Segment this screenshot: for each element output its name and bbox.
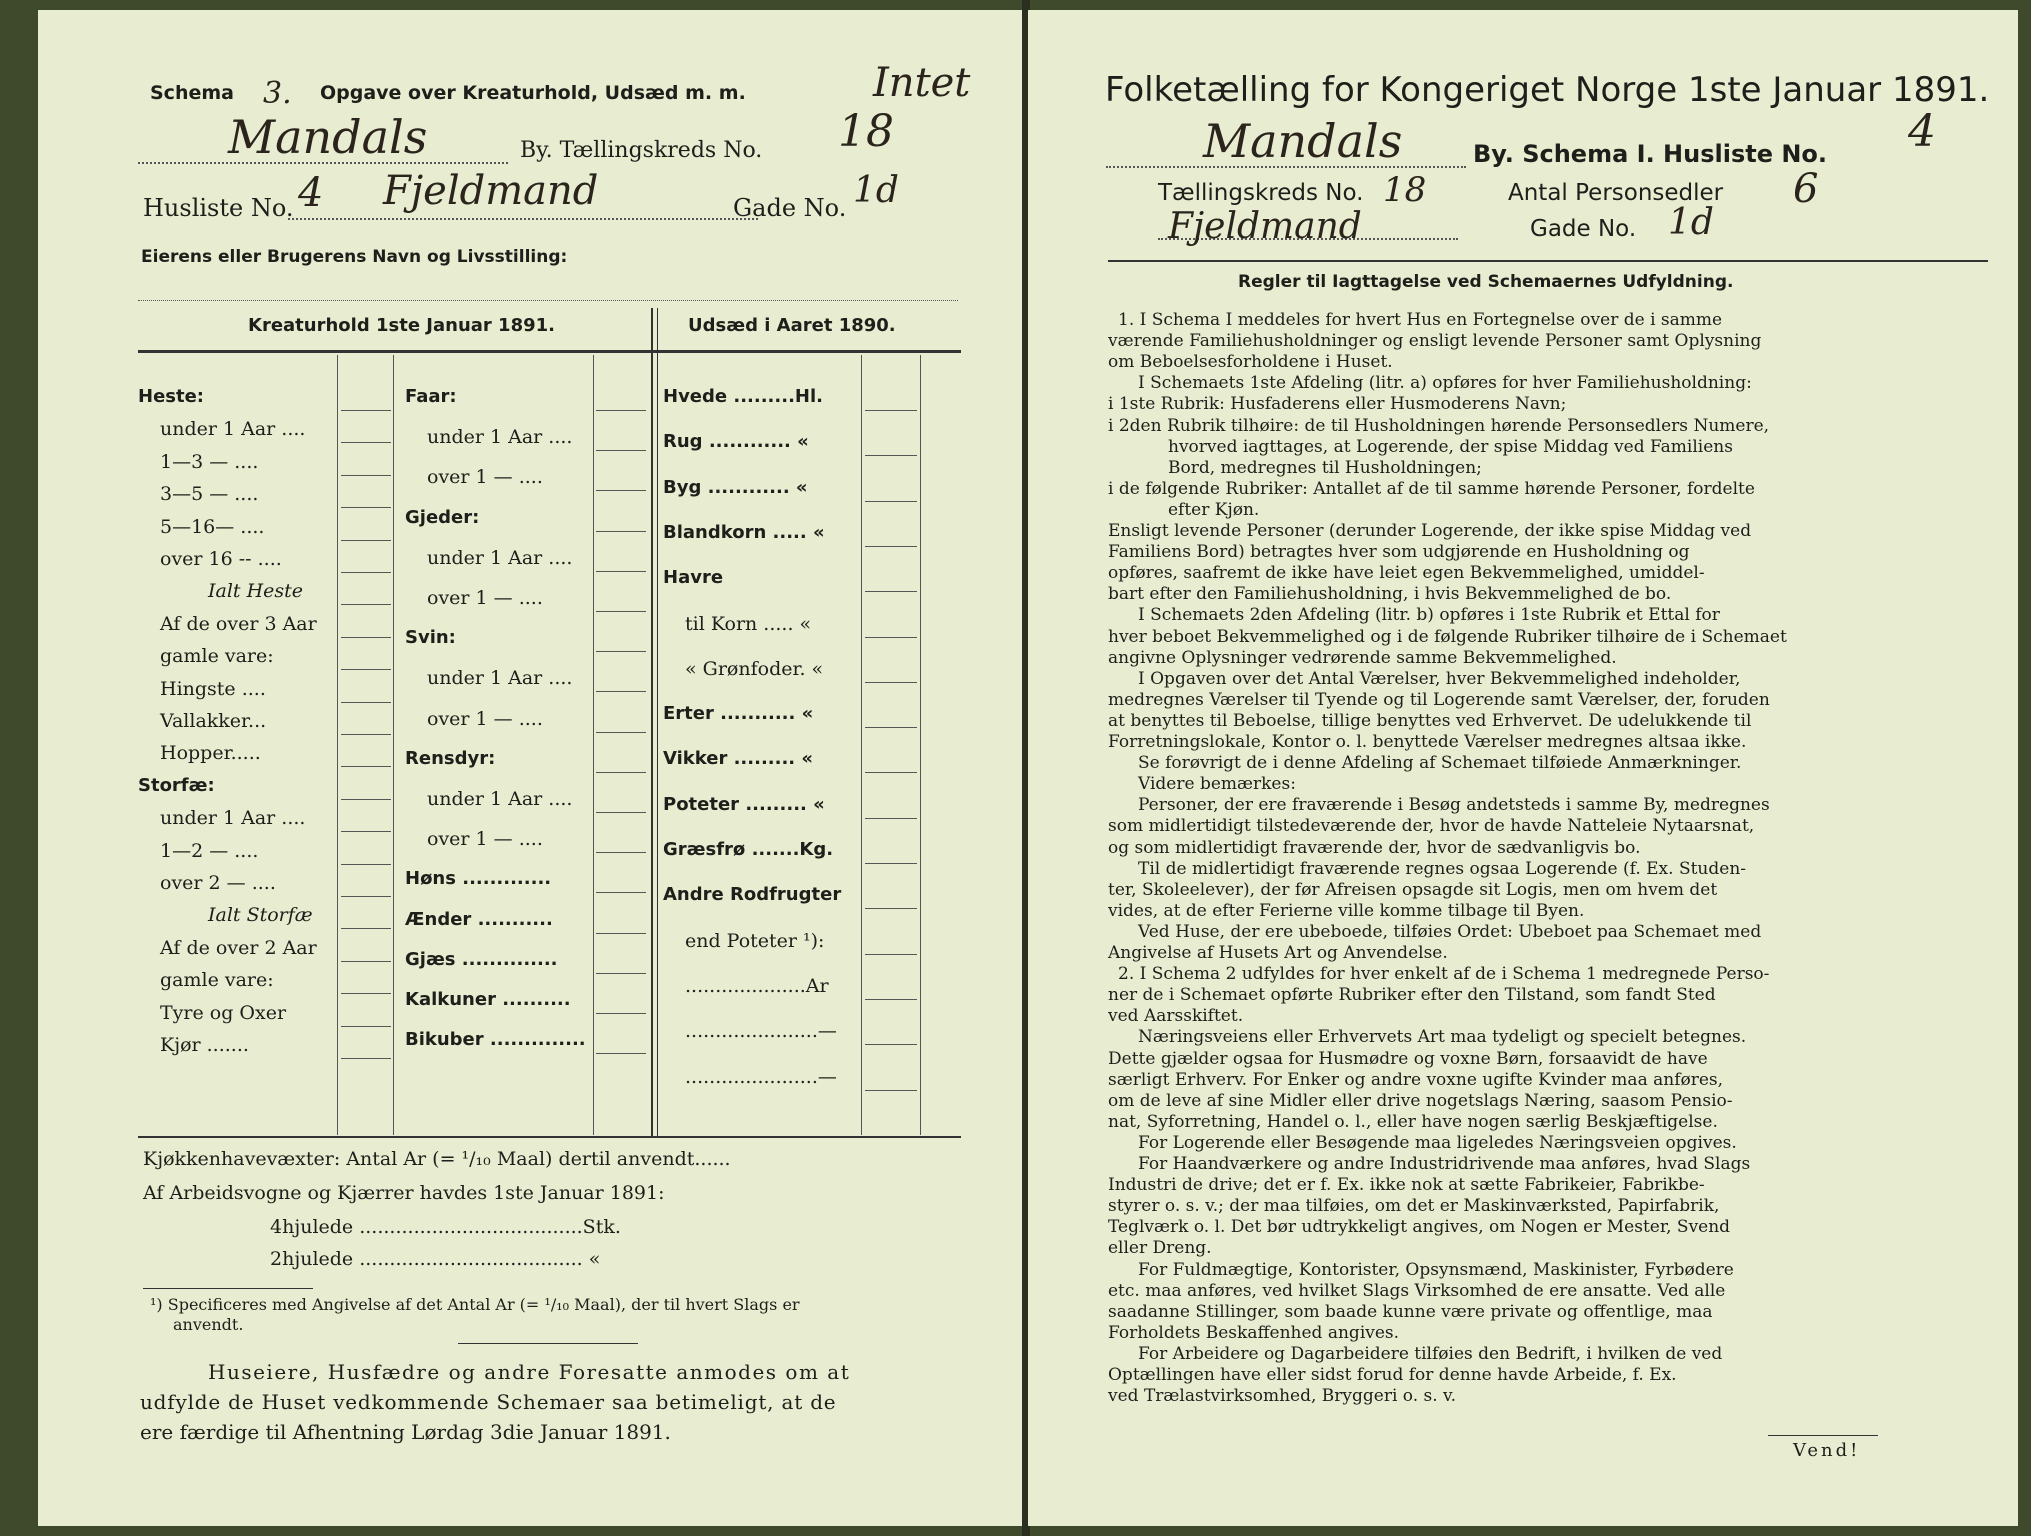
- four-wheel-line: 4hjulede .....................................Stk.: [270, 1216, 621, 1238]
- schema-number: 3.: [263, 76, 292, 111]
- by-schema-label: By. Schema I. Husliste No.: [1473, 140, 1828, 168]
- gade-handwritten: 1d: [853, 170, 899, 211]
- seed-value-line: [865, 455, 917, 456]
- city-handwritten: Mandals: [228, 110, 428, 164]
- small-livestock-item: over 1 — ....: [427, 587, 543, 609]
- rule-line: hver beboet Bekvemmelighed og i de følgende Rubriker tilhøire de i Schemaet: [1108, 626, 1787, 647]
- rule-line: om de leve af sine Midler eller drive nogetslags Næring, saasom Pensio-: [1108, 1090, 1733, 1111]
- seed-value-line: [865, 818, 917, 819]
- horse-cattle-item: Hingste ....: [160, 677, 266, 700]
- rule-line: angivne Oplysninger vedrørende samme Bekvemmelighed.: [1108, 647, 1617, 668]
- rule-line: ter, Skoleelever), der før Afreisen opsagde sit Logis, men om hvem det: [1108, 879, 1718, 900]
- rule-line: Videre bemærkes:: [1138, 774, 1296, 795]
- kjokkenhave-line: Kjøkkenhavevæxter: Antal Ar (= ¹/₁₀ Maal) dertil anvendt......: [143, 1148, 731, 1170]
- footnote-rule: [143, 1288, 313, 1289]
- horse-cattle-value-line: [341, 993, 391, 994]
- rule-line: i 2den Rubrik tilhøire: de til Husholdningen hørende Personsedlers Numere,: [1108, 415, 1770, 436]
- census-title: Folketælling for Kongeriget Norge 1ste Januar 1891.: [1105, 70, 1990, 110]
- rule-line: ved Aarsskiftet.: [1108, 1006, 1244, 1027]
- small-livestock-value-line: [596, 772, 646, 773]
- rule-line: 1. I Schema I meddeles for hvert Hus en Fortegnelse over de i samme: [1118, 310, 1723, 330]
- small-livestock-item: under 1 Aar ....: [427, 667, 573, 690]
- small-livestock-value-line: [596, 571, 646, 572]
- rule-line: Teglværk o. l. Det bør udtrykkeligt angives, om Nogen er Mester, Svend: [1108, 1217, 1731, 1238]
- small-livestock-value-line: [596, 651, 646, 652]
- seed-value-line: [865, 410, 917, 411]
- horse-cattle-item: Af de over 2 Aar: [160, 936, 317, 959]
- horse-cattle-value-line: [341, 442, 391, 443]
- seed-value-line: [865, 682, 917, 683]
- rule-line: saadanne Stillinger, som baade kunne være private og offentlige, maa: [1108, 1301, 1713, 1322]
- horse-cattle-value-line: [341, 1026, 391, 1027]
- horse-cattle-value-line: [341, 928, 391, 929]
- small-livestock-value-line: [596, 892, 646, 893]
- table-top-rule: [138, 350, 961, 353]
- seed-item: ......................—: [685, 1065, 837, 1088]
- horse-cattle-value-line: [341, 766, 391, 767]
- horse-cattle-item: over 16 -- ....: [160, 548, 282, 570]
- col2-value-divider: [593, 355, 594, 1135]
- small-livestock-value-line: [596, 1053, 646, 1054]
- small-livestock-value-line: [596, 973, 646, 974]
- right-husliste-handwritten: 4: [1908, 106, 1936, 157]
- right-kreds-label: Tællingskreds No.: [1158, 180, 1364, 206]
- vend-label: Vend!: [1793, 1440, 1861, 1461]
- horse-cattle-item: Hopper.....: [160, 742, 261, 765]
- husliste-label: Husliste No.: [143, 194, 294, 222]
- rule-line: bart efter den Familiehusholdning, i hvis Bekvemmelighed de bo.: [1108, 584, 1672, 605]
- rule-line: 2. I Schema 2 udfyldes for hver enkelt af de i Schema 1 medregnede Perso-: [1118, 964, 1770, 985]
- antal-label: Antal Personsedler: [1508, 180, 1724, 206]
- small-livestock-item: under 1 Aar ....: [427, 426, 573, 449]
- seed-item: Blandkorn ..... «: [663, 521, 825, 543]
- rule-line: Optællingen have eller sidst forud for denne havde Arbeide, f. Ex.: [1108, 1365, 1677, 1385]
- rule-line: og som midlertidigt fraværende der, hvor de sædvanligvis bo.: [1108, 837, 1641, 858]
- rules-heading: Regler til Iagttagelse ved Schemaernes Udfyldning.: [1238, 272, 1734, 292]
- col1-value-divider-a: [337, 355, 338, 1135]
- seed-item: « Grønfoder. «: [685, 657, 824, 680]
- horse-cattle-value-line: [341, 799, 391, 800]
- left-title: Opgave over Kreaturhold, Udsæd m. m.: [320, 82, 746, 104]
- rule-line: Familiens Bord) betragtes hver som udgjørende en Husholdning og: [1108, 542, 1690, 563]
- rule-line: Næringsveiens eller Erhvervets Art maa tydeligt og specielt betegnes.: [1138, 1027, 1747, 1048]
- small-livestock-value-line: [596, 732, 646, 733]
- seed-value-line: [865, 546, 917, 547]
- seed-value-line: [865, 1090, 917, 1091]
- horse-cattle-value-line: [341, 637, 391, 638]
- horse-cattle-value-line: [341, 475, 391, 476]
- small-livestock-item: over 1 — ....: [427, 466, 543, 489]
- right-gade-handwritten: 1d: [1668, 202, 1714, 243]
- rule-line: Se forøvrigt de i denne Afdeling af Schemaet tilføiede Anmærkninger.: [1138, 753, 1742, 774]
- horse-cattle-item: under 1 Aar ....: [160, 418, 306, 441]
- col3-right-border: [920, 355, 921, 1135]
- horse-cattle-value-line: [341, 831, 391, 832]
- horse-cattle-item: gamle vare:: [160, 645, 274, 668]
- col3-value-divider: [861, 355, 862, 1135]
- table-bottom-rule: [138, 1136, 961, 1138]
- kreds-handwritten: 18: [838, 106, 894, 157]
- horse-cattle-item: Tyre og Oxer: [160, 1001, 287, 1024]
- small-livestock-item: over 1 — ....: [427, 828, 543, 851]
- rule-line: For Fuldmægtige, Kontorister, Opsynsmænd, Maskinister, Fyrbødere: [1138, 1259, 1734, 1280]
- seed-item: Græsfrø .......Kg.: [663, 839, 834, 860]
- closing-rule: [458, 1343, 638, 1344]
- seed-value-line: [865, 637, 917, 638]
- rule-line: For Arbeidere og Dagarbeidere tilføies den Bedrift, i hvilken de ved: [1138, 1343, 1723, 1364]
- kreaturhold-header: Kreaturhold 1ste Januar 1891.: [248, 315, 555, 336]
- small-livestock-value-line: [596, 1013, 646, 1014]
- small-livestock-item: Ænder ...........: [405, 908, 553, 930]
- seed-value-line: [865, 591, 917, 592]
- rule-line: vides, at de efter Ferierne ville komme tilbage til Byen.: [1108, 900, 1585, 921]
- table-divider-main: [651, 308, 653, 1136]
- horse-cattle-value-line: [341, 572, 391, 573]
- footnote-line2: anvendt.: [173, 1315, 244, 1334]
- rule-line: I Schemaets 2den Afdeling (litr. b) opføres i 1ste Rubrik et Ettal for: [1138, 605, 1720, 626]
- rule-line: hvorved iagttages, at Logerende, der spise Middag ved Familiens: [1168, 436, 1733, 457]
- footnote-line1: ¹) Specificeres med Angivelse af det Antal Ar (= ¹/₁₀ Maal), der til hvert Slags er: [150, 1295, 800, 1314]
- seed-value-line: [865, 908, 917, 909]
- small-livestock-value-line: [596, 531, 646, 532]
- seed-value-line: [865, 501, 917, 502]
- seed-value-line: [865, 999, 917, 1000]
- seed-item: Andre Rodfrugter: [663, 884, 842, 906]
- owner-line: [138, 300, 958, 301]
- rule-line: styrer o. s. v.; der maa tilføies, om det er Maskinværksted, Papirfabrik,: [1108, 1196, 1720, 1217]
- col1-value-divider-b: [393, 355, 394, 1135]
- rule-line: I Schemaets 1ste Afdeling (litr. a) opføres for hver Familiehusholdning:: [1138, 373, 1752, 394]
- small-livestock-item: under 1 Aar ....: [427, 788, 573, 810]
- seed-value-line: [865, 727, 917, 728]
- horse-cattle-item: Af de over 3 Aar: [160, 612, 317, 635]
- right-gade-label: Gade No.: [1530, 216, 1637, 242]
- seed-value-line: [865, 954, 917, 955]
- right-page: [1028, 10, 2018, 1526]
- rule-line: i de følgende Rubriker: Antallet af de til samme hørende Personer, fordelte: [1108, 478, 1755, 499]
- rule-line: Dette gjælder ogsaa for Husmødre og voxne Børn, forsaavidt de have: [1108, 1048, 1708, 1069]
- rule-line: nat, Syforretning, Handel o. l., eller have nogen særlig Beskjæftigelse.: [1108, 1111, 1718, 1132]
- horse-cattle-value-line: [341, 410, 391, 411]
- seed-item: Hvede .........Hl.: [663, 386, 823, 407]
- seed-item: Rug ............ «: [663, 431, 809, 453]
- schema-prefix: Schema: [150, 82, 234, 104]
- seed-item: Byg ............ «: [663, 476, 808, 498]
- small-livestock-item: Høns .............: [405, 868, 552, 890]
- table-divider-main2: [657, 308, 658, 1136]
- small-livestock-value-line: [596, 691, 646, 692]
- husliste-handwritten: 4: [298, 170, 324, 216]
- horse-cattle-value-line: [341, 961, 391, 962]
- horse-cattle-item: 1—2 — ....: [160, 839, 259, 862]
- street-handwritten: Fjeldmand: [383, 168, 599, 214]
- seed-item: Erter ........... «: [663, 703, 814, 725]
- rule-line: Ved Huse, der ere ubeboede, tilføies Ordet: Ubeboet paa Schemaet med: [1138, 921, 1762, 942]
- rule-line: som midlertidigt tilstedeværende der, hvor de havde Natteleie Nytaarsnat,: [1108, 816, 1755, 837]
- horse-cattle-item: under 1 Aar ....: [160, 807, 306, 830]
- horse-cattle-value-line: [341, 669, 391, 670]
- small-livestock-value-line: [596, 611, 646, 612]
- right-city-handwritten: Mandals: [1203, 114, 1403, 168]
- udsaed-header: Udsæd i Aaret 1890.: [688, 315, 896, 336]
- left-page: [38, 10, 1023, 1526]
- horse-cattle-item: Ialt Heste: [208, 580, 304, 603]
- rule-line: Industri de drive; det er f. Ex. ikke nok at sætte Fabrikeier, Fabrikbe-: [1108, 1175, 1705, 1196]
- rule-line: at benyttes til Beboelse, tillige benyttes ved Erhvervet. De udelukkende til: [1108, 710, 1752, 731]
- small-livestock-item: Bikuber ..............: [405, 1029, 586, 1051]
- rule-line: Forholdets Beskaffenhed angives.: [1108, 1322, 1400, 1343]
- horse-cattle-value-line: [341, 734, 391, 735]
- horse-cattle-item: 1—3 — ....: [160, 450, 259, 473]
- rules-top-rule: [1108, 260, 1988, 262]
- small-livestock-value-line: [596, 933, 646, 934]
- rule-line: etc. maa anføres, ved hvilket Slags Virksomhed de ere ansatte. Ved alle: [1108, 1280, 1726, 1301]
- rule-line: særligt Erhverv. For Enker og andre voxne ugifte Kvinder maa anføres,: [1108, 1069, 1724, 1090]
- seed-item: Havre: [663, 567, 724, 589]
- seed-item: ......................—: [685, 1020, 837, 1043]
- horse-cattle-item: Kjør .......: [160, 1034, 249, 1056]
- rule-line: i 1ste Rubrik: Husfaderens eller Husmoderens Navn;: [1108, 394, 1567, 415]
- closing-line1: Huseiere, Husfædre og andre Foresatte anmodes om at: [208, 1360, 851, 1384]
- small-livestock-item: Kalkuner ..........: [405, 989, 571, 1010]
- rule-line: værende Familiehusholdninger og ensligt levende Personer samt Oplysning: [1108, 331, 1762, 352]
- rule-line: ved Trælastvirksomhed, Bryggeri o. s. v.: [1108, 1386, 1457, 1407]
- horse-cattle-value-line: [341, 540, 391, 541]
- rule-line: Personer, der ere fraværende i Besøg andetsteds i samme By, medregnes: [1138, 795, 1770, 816]
- horse-cattle-value-line: [341, 1058, 391, 1059]
- small-livestock-item: over 1 — ....: [427, 707, 543, 730]
- rule-line: Angivelse af Husets Art og Anvendelse.: [1108, 943, 1448, 963]
- horse-cattle-item: over 2 — ....: [160, 872, 276, 894]
- seed-value-line: [865, 1044, 917, 1045]
- seed-value-line: [865, 863, 917, 864]
- horse-cattle-value-line: [341, 507, 391, 508]
- rule-line: medregnes Værelser til Tyende og til Logerende samt Værelser, der, foruden: [1108, 689, 1770, 710]
- small-livestock-value-line: [596, 410, 646, 411]
- horse-cattle-item: 3—5 — ....: [160, 483, 259, 506]
- by-label: By. Tællingskreds No.: [520, 138, 763, 163]
- seed-item: ....................Ar: [685, 974, 829, 997]
- rule-line: opføres, saafremt de ikke have leiet egen Bekvemmelighed, umiddel-: [1108, 563, 1705, 584]
- small-livestock-item: Svin:: [405, 627, 456, 649]
- two-wheel-line: 2hjulede ..................................... «: [270, 1248, 601, 1270]
- gade-label: Gade No.: [733, 194, 847, 222]
- horse-cattle-item: 5—16— ....: [160, 515, 265, 538]
- small-livestock-value-line: [596, 490, 646, 491]
- rule-line: efter Kjøn.: [1168, 499, 1260, 520]
- right-kreds-handwritten: 18: [1383, 170, 1427, 210]
- horse-cattle-value-line: [341, 896, 391, 897]
- small-livestock-value-line: [596, 450, 646, 451]
- small-livestock-item: Faar:: [405, 386, 457, 407]
- horse-cattle-item: Vallakker...: [160, 710, 267, 732]
- seed-item: end Poteter ¹):: [685, 929, 825, 952]
- rule-line: Bord, medregnes til Husholdningen;: [1168, 457, 1482, 478]
- small-livestock-value-line: [596, 852, 646, 853]
- rule-line: ner de i Schemaet opførte Rubriker efter den Tilstand, som fandt Sted: [1108, 985, 1716, 1006]
- vend-rule: [1768, 1435, 1878, 1436]
- small-livestock-item: Gjeder:: [405, 506, 480, 528]
- seed-item: Poteter ......... «: [663, 793, 825, 815]
- horse-cattle-value-line: [341, 864, 391, 865]
- horse-cattle-item: Ialt Storfæ: [208, 904, 313, 927]
- horse-cattle-value-line: [341, 702, 391, 703]
- arbeidsvogne-line: Af Arbeidsvogne og Kjærrer havdes 1ste Januar 1891:: [143, 1182, 665, 1204]
- horse-cattle-item: Heste:: [138, 386, 204, 407]
- small-livestock-value-line: [596, 812, 646, 813]
- horse-cattle-item: gamle vare:: [160, 969, 274, 992]
- husliste-line: [288, 218, 758, 220]
- horse-cattle-value-line: [341, 604, 391, 605]
- rule-line: Til de midlertidigt fraværende regnes ogsaa Logerende (f. Ex. Studen-: [1138, 858, 1747, 879]
- owner-label: Eierens eller Brugerens Navn og Livsstilling:: [141, 247, 568, 267]
- closing-line2: udfylde de Huset vedkommende Schemaer saa betimeligt, at de: [140, 1390, 837, 1414]
- small-livestock-item: Gjæs ..............: [405, 948, 558, 970]
- rule-line: I Opgaven over det Antal Værelser, hver Bekvemmelighed indeholder,: [1138, 668, 1741, 689]
- seed-value-line: [865, 772, 917, 773]
- right-street-handwritten: Fjeldmand: [1168, 206, 1362, 247]
- small-livestock-item: under 1 Aar ....: [427, 546, 573, 569]
- antal-handwritten: 6: [1793, 166, 1819, 212]
- rule-line: For Haandværkere og andre Industridrivende maa anføres, hvad Slags: [1138, 1154, 1751, 1174]
- rule-line: eller Dreng.: [1108, 1238, 1212, 1259]
- seed-item: til Korn ..... «: [685, 612, 812, 635]
- horse-cattle-item: Storfæ:: [138, 774, 215, 796]
- rule-line: For Logerende eller Besøgende maa ligeledes Næringsveien opgives.: [1138, 1132, 1737, 1153]
- closing-line3: ere færdige til Afhentning Lørdag 3die Januar 1891.: [140, 1420, 671, 1444]
- rule-line: om Beboelsesforholdene i Huset.: [1108, 352, 1393, 373]
- small-livestock-item: Rensdyr:: [405, 747, 496, 769]
- rule-line: Forretningslokale, Kontor o. l. benyttede Værelser medregnes altsaa ikke.: [1108, 732, 1747, 752]
- seed-item: Vikker ......... «: [663, 748, 814, 770]
- title-suffix-handwritten: Intet: [873, 60, 971, 106]
- rule-line: Ensligt levende Personer (derunder Logerende, der ikke spise Middag ved: [1108, 521, 1752, 541]
